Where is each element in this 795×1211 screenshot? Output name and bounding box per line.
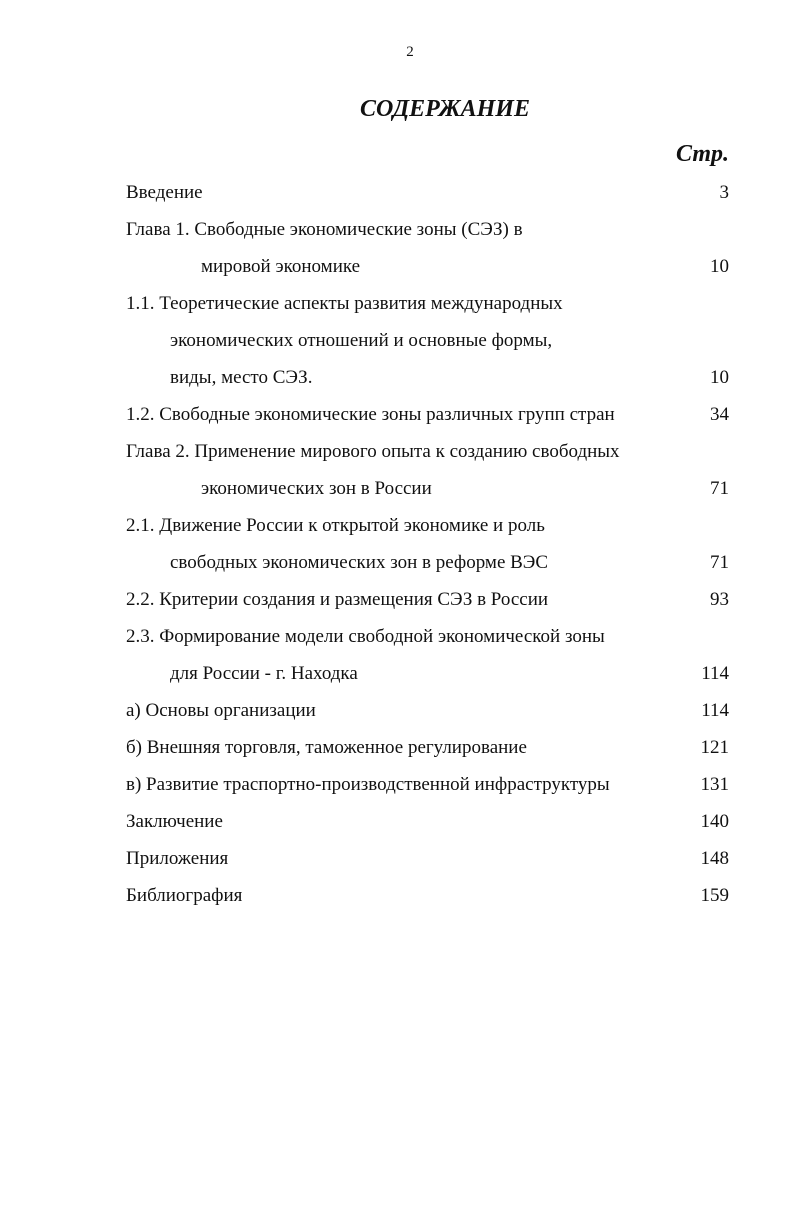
toc-entry-text: Глава 1. Свободные экономические зоны (СЭЗ) в xyxy=(126,219,523,240)
toc-entry-text: 1.1. Теоретические аспекты развития международных xyxy=(126,293,563,314)
toc-entry-page: 3 xyxy=(719,182,729,203)
toc-entry-page: 34 xyxy=(710,404,729,425)
toc-entry xyxy=(0,437,795,467)
toc-entry-text: мировой экономике xyxy=(201,256,361,277)
toc-entry-text: экономических зон в России xyxy=(201,478,432,499)
toc-entry-text: Библиография xyxy=(126,885,243,906)
toc-entry xyxy=(0,807,795,837)
toc-entry xyxy=(0,326,795,356)
toc-entry xyxy=(0,252,795,282)
toc-entry-page: 71 xyxy=(710,552,729,573)
toc-entry xyxy=(0,289,795,319)
toc-entry-text: свободных экономических зон в реформе ВЭС xyxy=(170,552,549,573)
toc-entry xyxy=(0,511,795,541)
toc-entry xyxy=(0,178,795,208)
toc-entry xyxy=(0,696,795,726)
toc-entry-text: в) Развитие траспортно-производственной инфраструктуры xyxy=(126,774,610,795)
toc-entry-text: Заключение xyxy=(126,811,223,832)
toc-entry-page: 10 xyxy=(710,256,729,277)
toc-entry-page: 114 xyxy=(701,663,729,684)
toc-entry-page: 140 xyxy=(700,811,729,832)
toc-entry-text: 2.2. Критерии создания и размещения СЭЗ в России xyxy=(126,589,549,610)
toc-entry-text: Глава 2. Применение мирового опыта к созданию свободных xyxy=(126,441,620,462)
page-column-header: Стр. xyxy=(675,141,729,167)
toc-entry-page: 148 xyxy=(700,848,729,869)
toc-entry-text: 2.1. Движение России к открытой экономике и роль xyxy=(126,515,545,536)
toc-entry xyxy=(0,844,795,874)
toc-entry-text: 1.2. Свободные экономические зоны различных групп стран xyxy=(126,404,615,425)
toc-entry xyxy=(0,400,795,430)
toc-entry xyxy=(0,363,795,393)
toc-entry xyxy=(0,659,795,689)
toc-entry xyxy=(0,585,795,615)
toc-entry xyxy=(0,881,795,911)
toc-entry xyxy=(0,733,795,763)
toc-entry-text: Приложения xyxy=(126,848,229,869)
page-title: СОДЕРЖАНИЕ xyxy=(360,96,530,122)
toc-entry-text: б) Внешняя торговля, таможенное регулирование xyxy=(126,737,527,758)
toc-entry xyxy=(0,622,795,652)
toc-entry xyxy=(0,548,795,578)
toc-entry-text: а) Основы организации xyxy=(126,700,316,721)
toc-entry-text: виды, место СЭЗ. xyxy=(170,367,313,388)
toc-entry-text: экономических отношений и основные формы, xyxy=(170,330,553,351)
toc-entry-text: 2.3. Формирование модели свободной экономической зоны xyxy=(126,626,605,647)
toc-entry-page: 10 xyxy=(710,367,729,388)
toc-entry-page: 121 xyxy=(700,737,729,758)
toc-entry-page: 114 xyxy=(701,700,729,721)
toc-entry-text: для России - г. Находка xyxy=(170,663,358,684)
toc-entry-page: 131 xyxy=(700,774,729,795)
toc-entry-text: Введение xyxy=(126,182,203,203)
toc-entry xyxy=(0,770,795,800)
toc-entry-page: 71 xyxy=(710,478,729,499)
toc-entry xyxy=(0,474,795,504)
toc-entry-page: 93 xyxy=(710,589,729,610)
toc-entry xyxy=(0,215,795,245)
page-number: 2 xyxy=(406,44,414,60)
toc-entry-page: 159 xyxy=(700,885,729,906)
